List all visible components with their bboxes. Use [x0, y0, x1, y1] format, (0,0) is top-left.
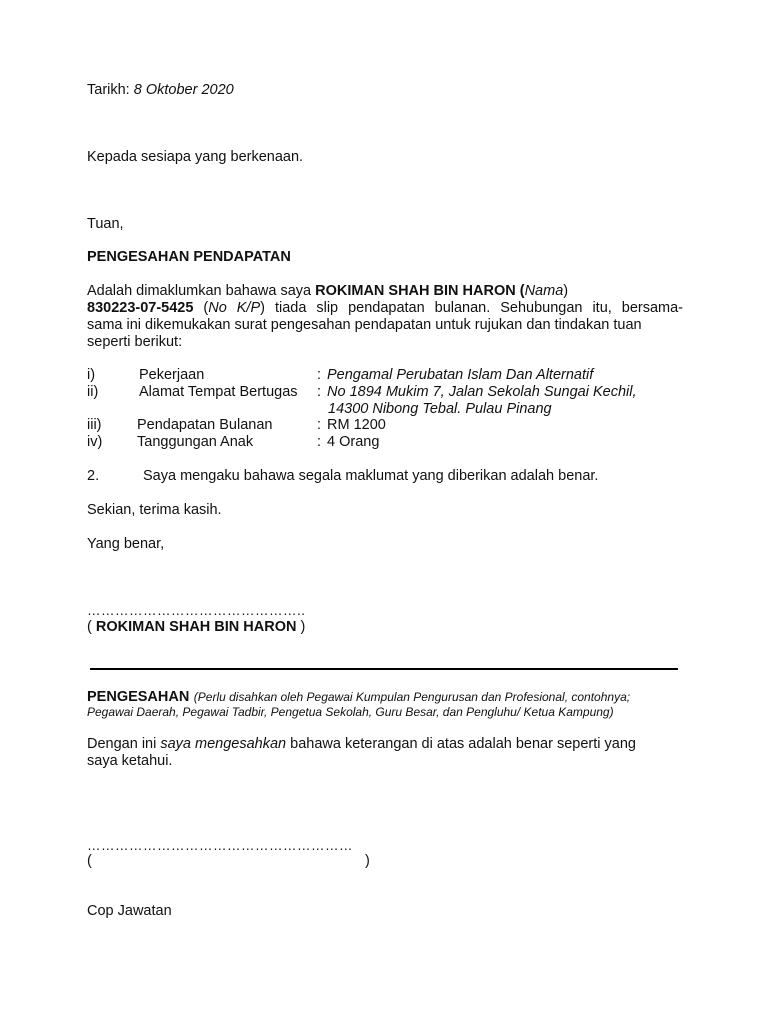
- item-value-1: Pengamal Perubatan Islam Dan Alternatif: [327, 367, 594, 383]
- paren-close: ): [563, 283, 569, 299]
- item-sep-3: :: [317, 417, 322, 433]
- signatory-line: [87, 619, 305, 636]
- item-label-4: Tanggungan Anak: [137, 434, 254, 450]
- applicant-name: ROKIMAN SHAH BIN HARON: [315, 283, 516, 299]
- ic-number: 830223-07-5425: [87, 300, 194, 316]
- signatory-paren-open: (: [87, 619, 92, 635]
- verifier-bracket-close: ): [365, 853, 370, 869]
- item-value-3: RM 1200: [327, 417, 386, 433]
- item-num-2: ii): [87, 384, 99, 400]
- paragraph-2-number: 2.: [87, 468, 100, 484]
- item-label-2: Alamat Tempat Bertugas: [139, 384, 298, 400]
- body-line-3: sama ini dikemukakan surat pengesahan pendapatan untuk rujukan dan tindakan tuan: [87, 317, 642, 333]
- nama-label: Nama: [524, 283, 564, 299]
- body-line-1: [87, 283, 568, 300]
- paragraph-2-text: Saya mengaku bahawa segala maklumat yang diberikan adalah benar.: [143, 468, 599, 484]
- ic-paren-open: (: [203, 300, 209, 316]
- date-line: [87, 82, 234, 99]
- yang-benar: Yang benar,: [87, 536, 165, 552]
- item-label-3: Pendapatan Bulanan: [137, 417, 273, 433]
- item-value-4: 4 Orang: [327, 434, 380, 450]
- closing-line: Sekian, terima kasih.: [87, 502, 222, 518]
- item-label-1: Pekerjaan: [139, 367, 205, 383]
- paren-open: (: [519, 283, 525, 299]
- item-sep-1: :: [317, 367, 322, 383]
- verification-heading-line: [87, 688, 630, 706]
- section-divider: [90, 668, 678, 670]
- verification-text-a: Dengan ini: [87, 736, 157, 752]
- item-sep-2: :: [317, 384, 322, 400]
- date-value: 8 Oktober 2020: [133, 82, 234, 98]
- verification-text-line-2: saya ketahui.: [87, 753, 173, 769]
- verification-text-b: bahawa keterangan di atas adalah benar seperti yang: [290, 736, 636, 752]
- signatory-paren-close: ): [300, 619, 306, 635]
- item-sep-4: :: [317, 434, 322, 450]
- date-label: Tarikh:: [87, 82, 130, 98]
- item-num-3: iii): [87, 417, 102, 433]
- body-line-2: [87, 300, 683, 317]
- verification-title: PENGESAHAN: [87, 689, 190, 705]
- verifier-signature-dotted-line: …………………………………………………: [87, 838, 353, 853]
- verification-note-2: Pegawai Daerah, Pegawai Tadbir, Pengetua Sekolah, Guru Besar, dan Pengluhu/ Ketua Kampung): [87, 705, 614, 719]
- verification-text-italic: saya mengesahkan: [160, 736, 287, 752]
- body-line-4: seperti berikut:: [87, 334, 183, 350]
- item-value-2b: 14300 Nibong Tebal. Pulau Pinang: [328, 401, 552, 417]
- subject-heading: PENGESAHAN PENDAPATAN: [87, 249, 291, 265]
- ic-paren-close: ): [260, 300, 265, 316]
- signature-dotted-line: ………………………………………..: [87, 603, 306, 618]
- ic-label: No K/P: [208, 300, 261, 316]
- verification-text-line-1: [87, 736, 636, 753]
- signatory-name: ROKIMAN SHAH BIN HARON: [95, 619, 297, 635]
- salutation: Tuan,: [87, 216, 124, 232]
- item-num-4: iv): [87, 434, 103, 450]
- verifier-bracket-open: (: [87, 853, 92, 869]
- recipient-line: Kepada sesiapa yang berkenaan.: [87, 149, 304, 165]
- body-intro: Adalah dimaklumkan bahawa saya: [87, 283, 312, 299]
- verification-note-1: (Perlu disahkan oleh Pegawai Kumpulan Pengurusan dan Profesional, contohnya;: [193, 690, 631, 704]
- item-value-2: No 1894 Mukim 7, Jalan Sekolah Sungai Kechil,: [327, 384, 637, 400]
- stamp-label: Cop Jawatan: [87, 903, 172, 919]
- item-num-1: i): [87, 367, 96, 383]
- body-text-b: tiada slip pendapatan bulanan. Sehubungan itu, bersama-: [274, 300, 683, 316]
